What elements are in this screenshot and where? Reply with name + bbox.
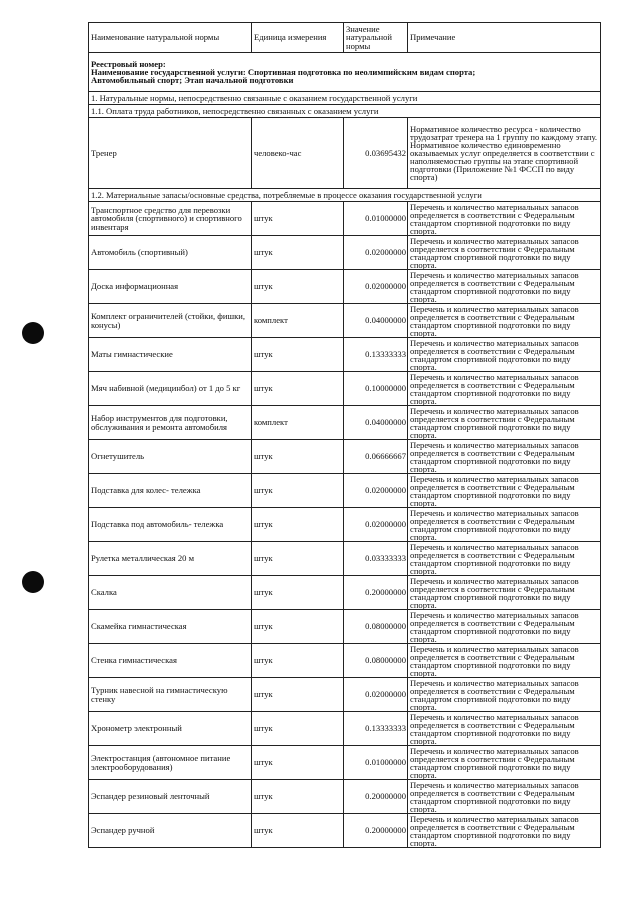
item-value: 0.01000000: [344, 202, 408, 236]
item-value: 0.08000000: [344, 610, 408, 644]
punch-hole-1: [22, 322, 44, 344]
item-unit: штук: [252, 474, 344, 508]
item-value: 0.02000000: [344, 474, 408, 508]
trainer-unit: человеко-час: [252, 118, 344, 189]
item-note: Перечень и количество материальных запасов определяется в соответствии с Федеральным стандартом спортивной подготовки по виду спорта.: [408, 644, 601, 678]
item-unit: штук: [252, 780, 344, 814]
trainer-value: 0.03695432: [344, 118, 408, 189]
item-note: Перечень и количество материальных запасов определяется в соответствии с Федеральным стандартом спортивной подготовки по виду спорта.: [408, 678, 601, 712]
item-name: Электростанция (автономное питание электрооборудования): [89, 746, 252, 780]
item-value: 0.02000000: [344, 236, 408, 270]
table-row: [89, 678, 601, 712]
item-value: 0.04000000: [344, 304, 408, 338]
item-name: Подставка под автомобиль- тележка: [89, 508, 252, 542]
item-name: Рулетка металлическая 20 м: [89, 542, 252, 576]
header-unit: Единица измерения: [252, 23, 344, 53]
item-unit: штук: [252, 508, 344, 542]
item-unit: штук: [252, 202, 344, 236]
item-name: Набор инструментов для подготовки, обслуживания и ремонта автомобиля: [89, 406, 252, 440]
table-row: [89, 372, 601, 406]
item-name: Доска информационная: [89, 270, 252, 304]
item-value: 0.20000000: [344, 576, 408, 610]
item-unit: штук: [252, 440, 344, 474]
item-note: Перечень и количество материальных запасов определяется в соответствии с Федеральным стандартом спортивной подготовки по виду спорта.: [408, 440, 601, 474]
section-title-1: 1. Натуральные нормы, непосредственно связанные с оказанием государственной услуги: [89, 92, 601, 105]
item-unit: штук: [252, 270, 344, 304]
item-value: 0.03333333: [344, 542, 408, 576]
item-unit: штук: [252, 610, 344, 644]
section-title-1-2: 1.2. Материальные запасы/основные средства, потребляемые в процессе оказания государственной услуги: [89, 189, 601, 202]
section-title-1-1: 1.1. Оплата труда работников, непосредственно связанных с оказанием услуги: [89, 105, 601, 118]
norms-table: [88, 22, 601, 848]
item-unit: штук: [252, 644, 344, 678]
item-value: 0.02000000: [344, 508, 408, 542]
table-row: [89, 746, 601, 780]
item-value: 0.04000000: [344, 406, 408, 440]
item-note: Перечень и количество материальных запасов определяется в соответствии с Федеральным стандартом спортивной подготовки по виду спорта.: [408, 508, 601, 542]
item-value: 0.01000000: [344, 746, 408, 780]
item-unit: штук: [252, 712, 344, 746]
table-row: [89, 270, 601, 304]
item-unit: комплект: [252, 304, 344, 338]
table-row: [89, 474, 601, 508]
item-value: 0.13333333: [344, 712, 408, 746]
item-name: Огнетушитель: [89, 440, 252, 474]
item-note: Перечень и количество материальных запасов определяется в соответствии с Федеральным стандартом спортивной подготовки по виду спорта.: [408, 304, 601, 338]
punch-hole-2: [22, 571, 44, 593]
item-note: Перечень и количество материальных запасов определяется в соответствии с Федеральным стандартом спортивной подготовки по виду спорта.: [408, 814, 601, 848]
item-name: Подставка для колес- тележка: [89, 474, 252, 508]
item-value: 0.10000000: [344, 372, 408, 406]
item-value: 0.08000000: [344, 644, 408, 678]
table-row: [89, 814, 601, 848]
section-row-1-1: [89, 105, 601, 118]
table-row: [89, 508, 601, 542]
table-row: [89, 202, 601, 236]
table-row: [89, 780, 601, 814]
header-name: Наименование натуральной нормы: [89, 23, 252, 53]
table-row: [89, 610, 601, 644]
item-name: Автомобиль (спортивный): [89, 236, 252, 270]
table-row: [89, 440, 601, 474]
table-row: [89, 712, 601, 746]
section-row-1-2: [89, 189, 601, 202]
trainer-row: [89, 118, 601, 189]
item-unit: штук: [252, 542, 344, 576]
table-row: [89, 236, 601, 270]
item-name: Транспортное средство для перевозки автомобиля (спортивного) и спортивного инвентаря: [89, 202, 252, 236]
service-name: Наименование государственной услуги: Спортивная подготовка по неолимпийским видам спорта;: [91, 66, 476, 77]
item-value: 0.13333333: [344, 338, 408, 372]
item-name: Эспандер ручной: [89, 814, 252, 848]
table-row: [89, 304, 601, 338]
item-unit: штук: [252, 678, 344, 712]
item-name: Эспандер резиновый ленточный: [89, 780, 252, 814]
item-note: Перечень и количество материальных запасов определяется в соответствии с Федеральным стандартом спортивной подготовки по виду спорта.: [408, 780, 601, 814]
item-name: Комплект ограничителей (стойки, фишки, конусы): [89, 304, 252, 338]
table-row: [89, 542, 601, 576]
table-row: [89, 576, 601, 610]
table-row: [89, 406, 601, 440]
table-row: [89, 338, 601, 372]
table-row: [89, 644, 601, 678]
item-note: Перечень и количество материальных запасов определяется в соответствии с Федеральным стандартом спортивной подготовки по виду спорта.: [408, 338, 601, 372]
item-name: Стенка гимнастическая: [89, 644, 252, 678]
item-note: Перечень и количество материальных запасов определяется в соответствии с Федеральным стандартом спортивной подготовки по виду спорта.: [408, 610, 601, 644]
header-value: Значение натуральной нормы: [344, 23, 408, 53]
item-unit: штук: [252, 236, 344, 270]
item-note: Перечень и количество материальных запасов определяется в соответствии с Федеральным стандартом спортивной подготовки по виду спорта.: [408, 474, 601, 508]
header-row: [89, 23, 601, 53]
item-value: 0.02000000: [344, 678, 408, 712]
item-name: Маты гимнастические: [89, 338, 252, 372]
item-note: Перечень и количество материальных запасов определяется в соответствии с Федеральным стандартом спортивной подготовки по виду спорта.: [408, 406, 601, 440]
item-unit: штук: [252, 746, 344, 780]
item-name: Хронометр электронный: [89, 712, 252, 746]
item-note: Перечень и количество материальных запасов определяется в соответствии с Федеральным стандартом спортивной подготовки по виду спорта.: [408, 576, 601, 610]
item-note: Перечень и количество материальных запасов определяется в соответствии с Федеральным стандартом спортивной подготовки по виду спорта.: [408, 236, 601, 270]
item-value: 0.02000000: [344, 270, 408, 304]
item-name: Скалка: [89, 576, 252, 610]
item-note: Перечень и количество материальных запасов определяется в соответствии с Федеральным стандартом спортивной подготовки по виду спорта.: [408, 746, 601, 780]
service-stage: Автомобильный спорт; Этап начальной подготовки: [91, 75, 294, 86]
registry-row: [89, 53, 601, 92]
registry-cell: [89, 53, 601, 92]
item-unit: штук: [252, 372, 344, 406]
item-note: Перечень и количество материальных запасов определяется в соответствии с Федеральным стандартом спортивной подготовки по виду спорта.: [408, 270, 601, 304]
section-row-1: [89, 92, 601, 105]
item-unit: штук: [252, 814, 344, 848]
item-name: Мяч набивной (медицинбол) от 1 до 5 кг: [89, 372, 252, 406]
item-name: Скамейка гимнастическая: [89, 610, 252, 644]
item-unit: комплект: [252, 406, 344, 440]
item-note: Перечень и количество материальных запасов определяется в соответствии с Федеральным стандартом спортивной подготовки по виду спорта.: [408, 372, 601, 406]
item-unit: штук: [252, 576, 344, 610]
item-note: Перечень и количество материальных запасов определяется в соответствии с Федеральным стандартом спортивной подготовки по виду спорта.: [408, 542, 601, 576]
item-value: 0.20000000: [344, 780, 408, 814]
header-note: Примечание: [408, 23, 601, 53]
item-value: 0.06666667: [344, 440, 408, 474]
trainer-note: Нормативное количество ресурса - количество трудозатрат тренера на 1 группу по каждому этапу. Нормативное количество единовременно оказываемых услуг определяется в соответствии с наполняемостью группы на этапе спортивной подготовки (Приложение №1 ФССП по виду спорта): [408, 118, 601, 189]
item-value: 0.20000000: [344, 814, 408, 848]
registry-number: Реестровый номер:: [91, 58, 166, 69]
item-unit: штук: [252, 338, 344, 372]
item-name: Турник навесной на гимнастическую стенку: [89, 678, 252, 712]
trainer-name: Тренер: [89, 118, 252, 189]
item-note: Перечень и количество материальных запасов определяется в соответствии с Федеральным стандартом спортивной подготовки по виду спорта.: [408, 202, 601, 236]
item-note: Перечень и количество материальных запасов определяется в соответствии с Федеральным стандартом спортивной подготовки по виду спорта.: [408, 712, 601, 746]
